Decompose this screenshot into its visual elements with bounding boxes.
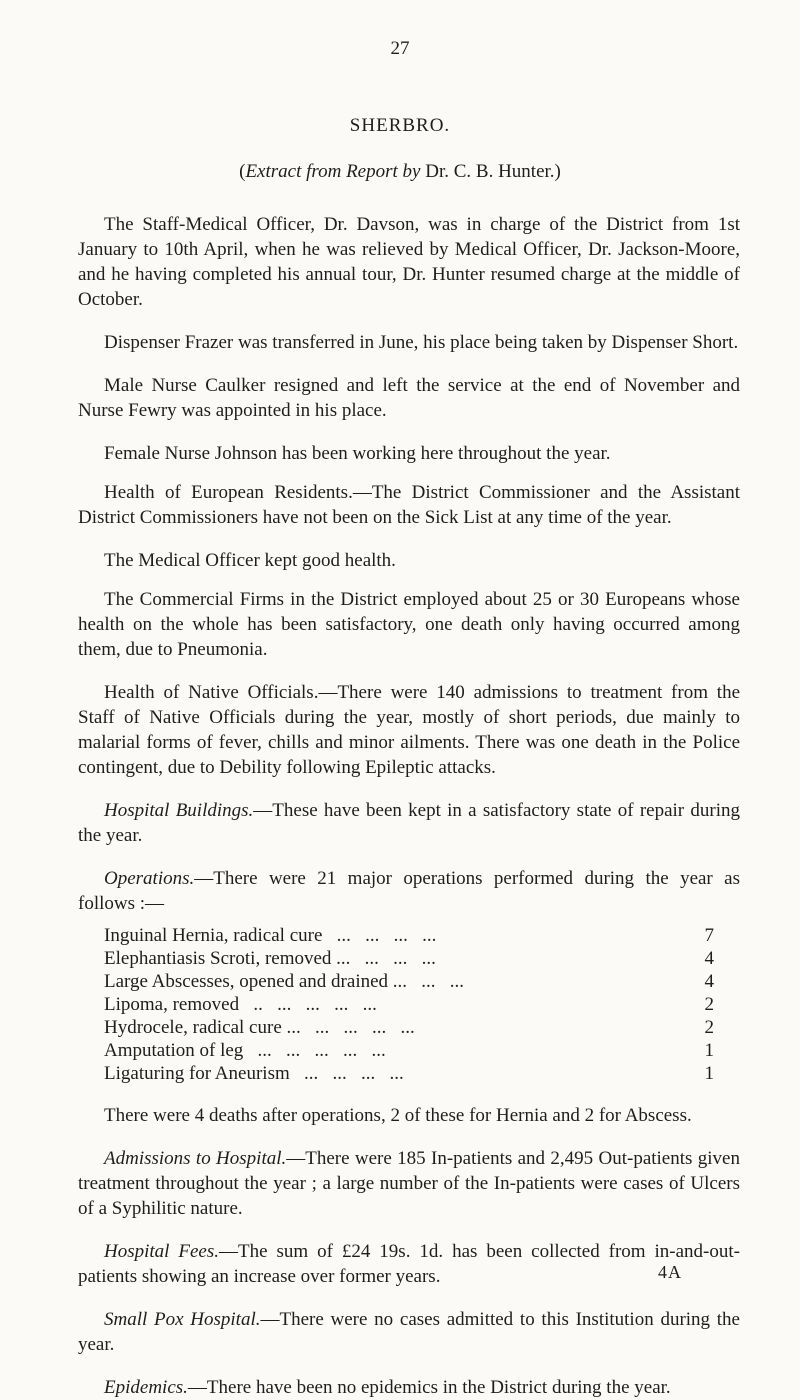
paragraph-admissions [78,1146,740,1221]
section-title-epidemics: Epidemics. [104,1377,188,1398]
section-title-small-pox: Small Pox Hospital. [104,1309,261,1330]
list-item [104,970,714,993]
operation-count: 2 [704,994,714,1015]
section-title-admissions: Admissions to Hospital. [104,1148,287,1169]
paragraph-medical-officer-health: The Medical Officer kept good health. [104,550,396,571]
paragraph-staff-medical-officer: The Staff-Medical Officer, Dr. Davson, was in charge of the District from 1st January to 10th April, when he was relieved by Medical Officer, Dr. Jackson-Moore, and he having completed his annual tour, Dr. Hunter resumed charge at the middle of October. [78,214,740,310]
section-text-operations: —There were 21 major operations performed during the year as follows :— [78,868,740,914]
paragraph-native-officials: Health of Native Officials.—There were 140 admissions to treatment from the Staff of Native Officials during the year, mostly of short periods, due mainly to malarial forms of fever, chills and minor ailments. There was one death in the Police contingent, due to Debility following Epileptic attacks. [78,682,740,778]
paragraph-female-nurse: Female Nurse Johnson has been working here throughout the year. [104,443,611,464]
paragraph-hospital-buildings [78,798,740,848]
list-item [104,1062,714,1085]
page-number: 27 [390,38,410,59]
operation-name: Lipoma, removed .. ... ... ... ... [104,994,377,1015]
operation-count: 2 [704,1017,714,1038]
section-text-admissions: —There were 185 In-patients and 2,495 Out-patients given treatment throughout the year ; a large number of the In-patients were cases of Ulcers of a Syphilitic nature. [78,1148,740,1219]
operation-count: 7 [704,925,714,946]
extract-text: Extract from Report by [245,161,421,182]
operation-count: 1 [704,1063,714,1084]
operations-list [78,924,740,1085]
operation-name: Large Abscesses, opened and drained ... ... ... [104,971,465,992]
signature-mark: 4A [658,1262,682,1282]
paragraph-male-nurse: Male Nurse Caulker resigned and left the service at the end of November and Nurse Fewry was appointed in his place. [78,375,740,421]
report-author: Dr. C. B. Hunter. [425,161,555,182]
list-item [104,947,714,970]
section-title-operations: Operations. [104,868,195,889]
list-item [104,924,714,947]
section-title-hospital-fees: Hospital Fees. [104,1241,220,1262]
paragraph-epidemics [78,1375,740,1400]
close-paren: ) [554,161,561,182]
paragraph-commercial-firms: The Commercial Firms in the District employed about 25 or 30 Europeans whose health on the whole has been satisfactory, one death only having occurred among them, due to Pneumonia. [78,589,740,660]
section-text-epidemics: —There have been no epidemics in the District during the year. [187,1377,671,1398]
paragraph-operations [78,866,740,916]
paragraph-deaths-after-operations: There were 4 deaths after operations, 2 of these for Hernia and 2 for Abscess. [104,1105,692,1126]
operation-name: Ligaturing for Aneurism ... ... ... ... [104,1063,404,1084]
open-paren: ( [239,161,246,182]
list-item [104,1039,714,1062]
paragraph-dispenser: Dispenser Frazer was transferred in June, his place being taken by Dispenser Short. [104,332,739,353]
operation-count: 4 [704,971,714,992]
operation-name: Inguinal Hernia, radical cure ... ... ... ... [104,925,437,946]
list-item [104,1016,714,1039]
report-source [0,159,800,184]
operation-name: Hydrocele, radical cure ... ... ... ... ... [104,1017,415,1038]
page-title: SHERBRO. [349,115,451,136]
paragraph-hospital-fees [78,1239,740,1289]
operation-count: 1 [704,1040,714,1061]
section-text-small-pox: —There were no cases admitted to this Institution during the year. [78,1309,740,1355]
section-title-hospital-buildings: Hospital Buildings. [104,800,254,821]
report-body [78,212,740,1400]
operation-name: Amputation of leg ... ... ... ... ... [104,1040,386,1061]
list-item [104,993,714,1016]
section-text-hospital-buildings: —These have been kept in a satisfactory state of repair during the year. [78,800,740,846]
operation-count: 4 [704,948,714,969]
operation-name: Elephantiasis Scroti, removed ... ... ... ... [104,948,436,969]
paragraph-european-residents: Health of European Residents.—The District Commissioner and the Assistant District Commissioners have not been on the Sick List at any time of the year. [78,482,740,528]
section-text-hospital-fees: —The sum of £24 19s. 1d. has been collected from in-and-out-patients showing an increase over former years. [78,1241,740,1287]
paragraph-small-pox-hospital [78,1307,740,1357]
